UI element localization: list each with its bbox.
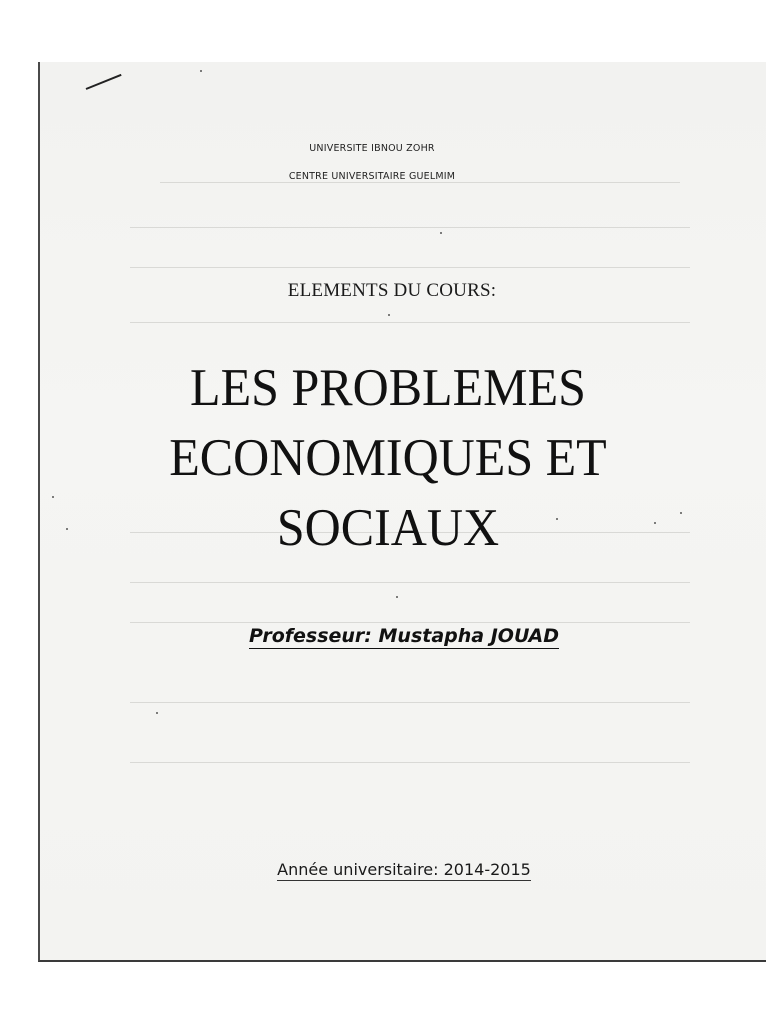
speck <box>388 314 390 316</box>
university-name: UNIVERSITE IBNOU ZOHR <box>309 143 435 154</box>
academic-year-line <box>40 860 768 879</box>
title-line: SOCIAUX <box>276 497 500 557</box>
show-through-line <box>130 622 690 623</box>
show-through-line <box>130 702 690 703</box>
show-through-line <box>130 322 690 323</box>
show-through-line <box>130 762 690 763</box>
professor-name: Professeur: Mustapha JOUAD <box>248 625 559 647</box>
show-through-line <box>130 582 690 583</box>
speck <box>396 596 398 598</box>
title-line: LES PROBLEMES <box>190 357 586 417</box>
centre-name: CENTRE UNIVERSITAIRE GUELMIM <box>288 171 456 182</box>
course-subtitle: ELEMENTS DU COURS: <box>287 280 497 301</box>
show-through-line <box>160 182 680 183</box>
speck <box>200 70 202 72</box>
professor-line <box>40 625 768 647</box>
speck <box>156 712 158 714</box>
document-title <box>24 352 752 562</box>
show-through-line <box>130 267 690 268</box>
title-line: ECONOMIQUES ET <box>169 427 607 487</box>
academic-year: Année universitaire: 2014-2015 <box>277 860 531 879</box>
speck <box>440 232 442 234</box>
show-through-line <box>130 227 690 228</box>
